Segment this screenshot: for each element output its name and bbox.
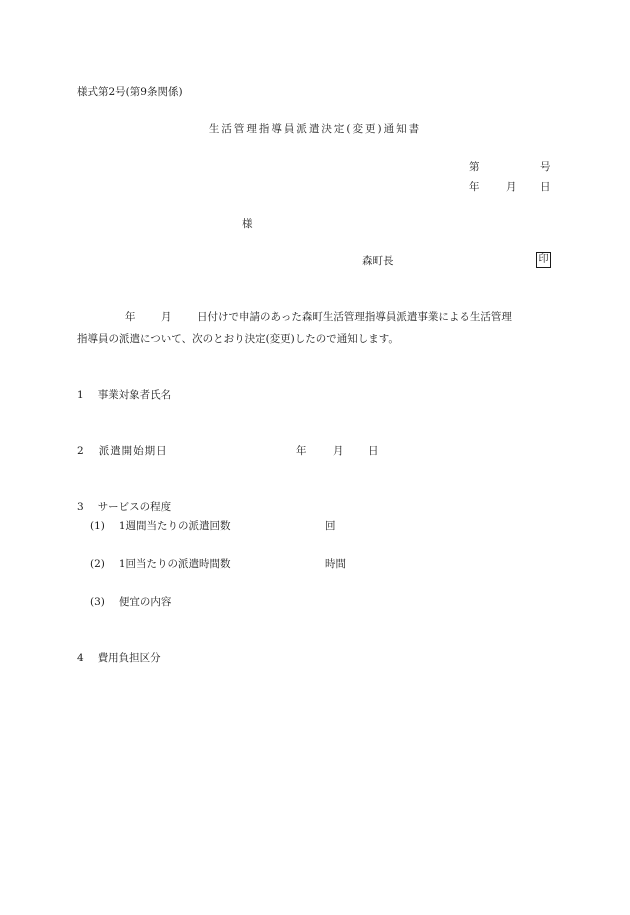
item-3-label: サービスの程度 <box>97 501 172 513</box>
date-month-label: 月 <box>506 181 517 193</box>
item-2-day-label: 日 <box>368 445 379 457</box>
document-number-prefix: 第 <box>469 161 480 173</box>
item-1 <box>77 390 171 401</box>
document-number-suffix: 号 <box>540 161 551 173</box>
item-2-number: 2 <box>77 445 85 457</box>
subitem-3 <box>90 597 171 608</box>
subitem-3-label: 便宜の内容 <box>118 596 172 608</box>
body-month-label: 月 <box>161 311 172 323</box>
addressee-honorific: 様 <box>242 218 253 230</box>
subitem-1-label: 1週間当たりの派遣回数 <box>118 520 231 532</box>
subitem-2-unit: 時間 <box>325 558 346 570</box>
item-2 <box>77 446 168 457</box>
item-1-label: 事業対象者氏名 <box>97 389 172 401</box>
body-line-2: 指導員の派遣について、次のとおり決定(変更)したので通知します。 <box>77 333 399 345</box>
item-2-month-label: 月 <box>333 445 344 457</box>
item-2-year-label: 年 <box>296 445 307 457</box>
issuer-name: 森町長 <box>362 255 394 267</box>
body-line-1-text: 日付けで申請のあった森町生活管理指導員派遣事業による生活管理 <box>197 311 512 323</box>
item-4 <box>77 653 161 664</box>
subitem-2 <box>90 559 231 570</box>
item-4-label: 費用負担区分 <box>97 652 161 664</box>
subitem-2-number: (2) <box>90 558 105 570</box>
form-number: 様式第2号(第9条関係) <box>77 86 183 98</box>
subitem-1-unit: 回 <box>325 520 336 532</box>
item-3 <box>77 502 171 513</box>
subitem-3-number: (3) <box>90 596 105 608</box>
item-1-number: 1 <box>77 389 84 401</box>
seal-stamp-icon: 印 <box>536 252 551 268</box>
body-year-label: 年 <box>125 311 136 323</box>
document-title: 生活管理指導員派遣決定(変更)通知書 <box>208 123 422 135</box>
subitem-1-number: (1) <box>90 520 105 532</box>
date-year-label: 年 <box>469 181 480 193</box>
item-3-number: 3 <box>77 501 84 513</box>
date-day-label: 日 <box>540 181 551 193</box>
item-2-label: 派遣開始期日 <box>98 445 168 457</box>
item-4-number: 4 <box>77 652 84 664</box>
subitem-1 <box>90 521 231 532</box>
subitem-2-label: 1回当たりの派遣時間数 <box>118 558 231 570</box>
